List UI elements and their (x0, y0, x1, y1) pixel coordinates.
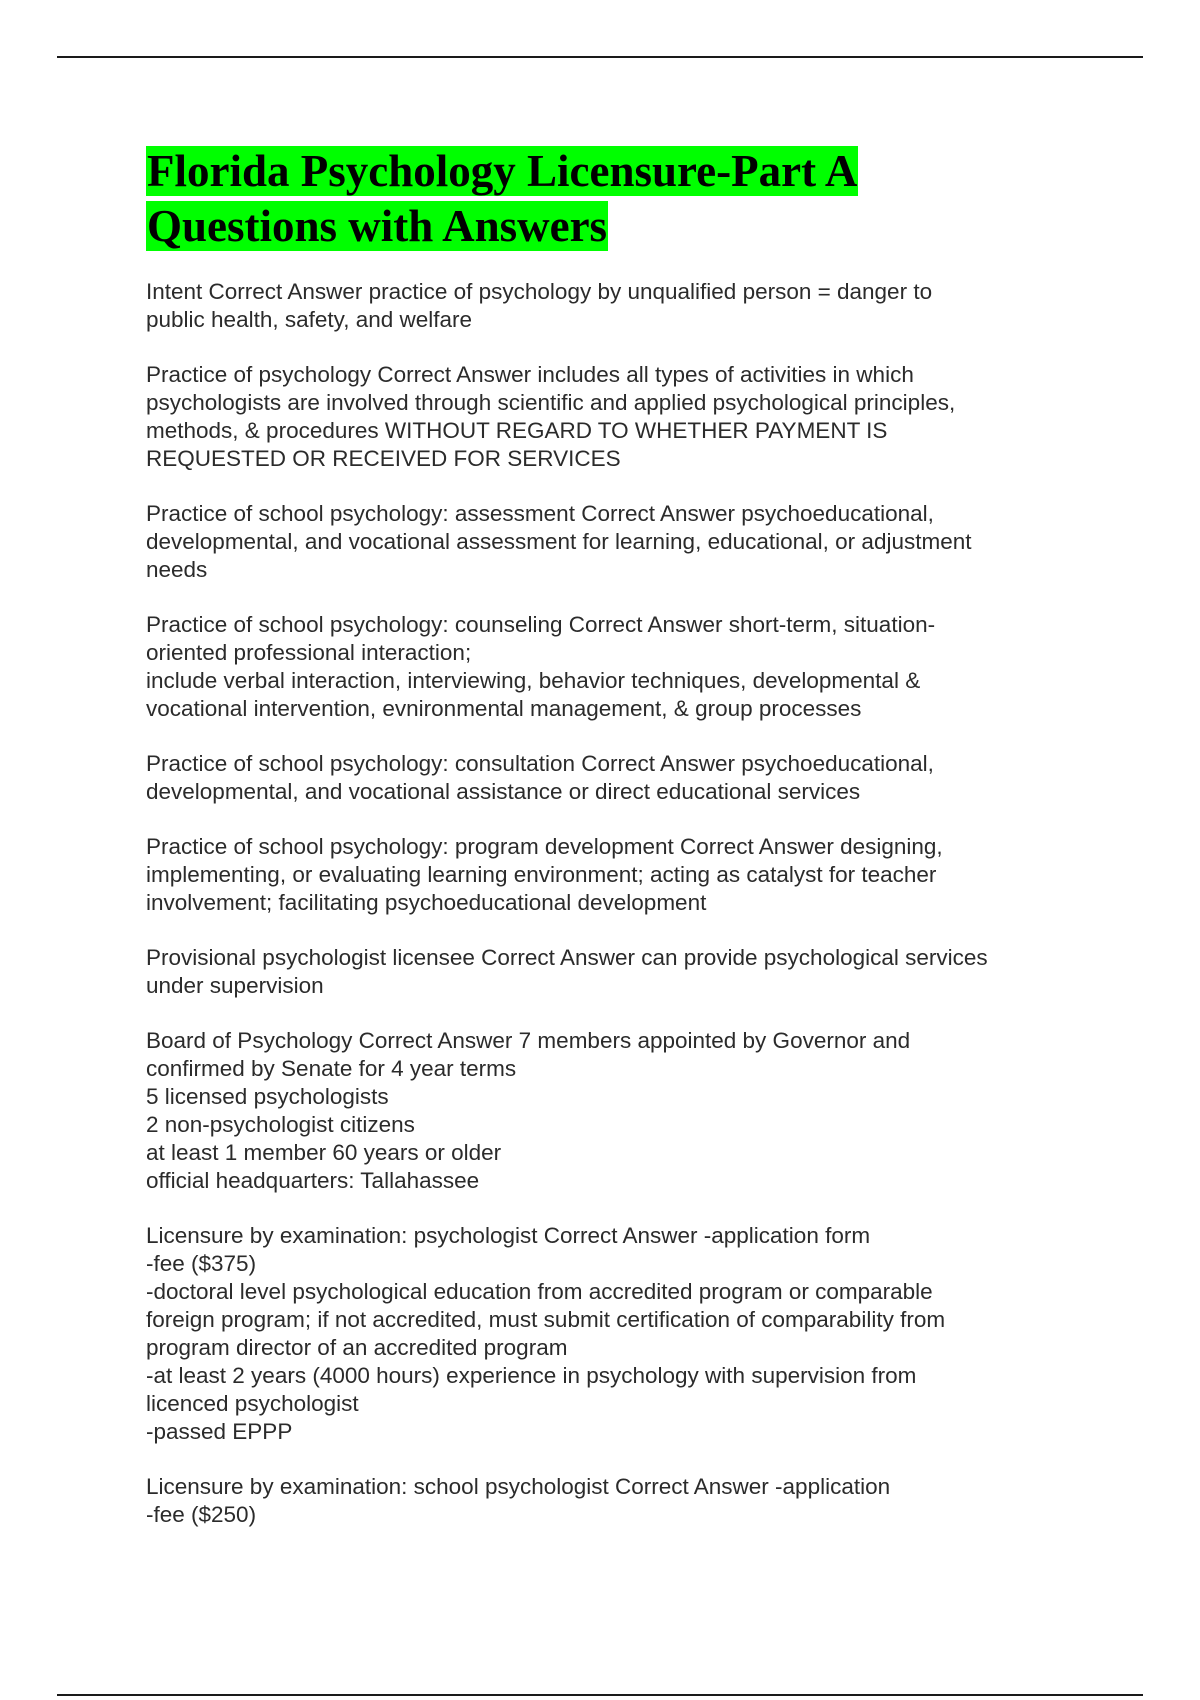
entry-line: include verbal interaction, interviewing, behavior techniques, developmental & (146, 668, 921, 693)
entry-line: Intent Correct Answer practice of psychology by unqualified person = danger to (146, 279, 933, 304)
entry-line: -fee ($250) (146, 1502, 257, 1527)
top-rule (57, 56, 1143, 58)
entry-line: Board of Psychology Correct Answer 7 members appointed by Governor and (146, 1028, 911, 1053)
entry-line: Licensure by examination: school psychologist Correct Answer -application (146, 1474, 891, 1499)
entry-line: 2 non-psychologist citizens (146, 1112, 415, 1137)
entry-line: public health, safety, and welfare (146, 307, 473, 332)
entry-line: foreign program; if not accredited, must submit certification of comparability from (146, 1307, 946, 1332)
entry-line: 5 licensed psychologists (146, 1084, 389, 1109)
qa-entries (146, 278, 1076, 1529)
entry-line: -doctoral level psychological education from accredited program or comparable (146, 1279, 933, 1304)
qa-entry (146, 944, 1076, 1000)
entry-line: REQUESTED OR RECEIVED FOR SERVICES (146, 446, 621, 471)
entry-line: Provisional psychologist licensee Correct Answer can provide psychological services (146, 945, 988, 970)
entry-line: under supervision (146, 973, 324, 998)
entry-line: -fee ($375) (146, 1251, 257, 1276)
qa-entry (146, 500, 1076, 584)
qa-entry (146, 278, 1076, 334)
entry-line: program director of an accredited program (146, 1335, 568, 1360)
entry-line: methods, & procedures WITHOUT REGARD TO WHETHER PAYMENT IS (146, 418, 888, 443)
qa-entry (146, 611, 1076, 723)
qa-entry (146, 750, 1076, 806)
entry-line: involvement; facilitating psychoeducational development (146, 890, 707, 915)
entry-line: oriented professional interaction; (146, 640, 472, 665)
entry-line: Licensure by examination: psychologist Correct Answer -application form (146, 1223, 871, 1248)
entry-line: -at least 2 years (4000 hours) experience in psychology with supervision from (146, 1363, 917, 1388)
document-title (146, 144, 1076, 254)
bottom-rule (57, 1694, 1143, 1696)
title-line: Questions with Answers (147, 201, 608, 251)
qa-entry (146, 361, 1076, 473)
entry-line: needs (146, 557, 208, 582)
entry-line: developmental, and vocational assistance or direct educational services (146, 779, 861, 804)
entry-line: Practice of school psychology: program development Correct Answer designing, (146, 834, 943, 859)
qa-entry (146, 1473, 1076, 1529)
entry-line: vocational intervention, evnironmental management, & group processes (146, 696, 862, 721)
entry-line: implementing, or evaluating learning environment; acting as catalyst for teacher (146, 862, 937, 887)
entry-line: Practice of school psychology: consultation Correct Answer psychoeducational, (146, 751, 934, 776)
entry-line: developmental, and vocational assessment for learning, educational, or adjustment (146, 529, 972, 554)
qa-entry (146, 1222, 1076, 1446)
entry-line: psychologists are involved through scientific and applied psychological principles, (146, 390, 956, 415)
entry-line: licenced psychologist (146, 1391, 359, 1416)
entry-line: at least 1 member 60 years or older (146, 1140, 502, 1165)
qa-entry (146, 833, 1076, 917)
entry-line: official headquarters: Tallahassee (146, 1168, 480, 1193)
document-body (146, 144, 1076, 1556)
entry-line: Practice of school psychology: counseling Correct Answer short-term, situation- (146, 612, 936, 637)
entry-line: -passed EPPP (146, 1419, 293, 1444)
entry-line: Practice of psychology Correct Answer includes all types of activities in which (146, 362, 914, 387)
entry-line: Practice of school psychology: assessment Correct Answer psychoeducational, (146, 501, 934, 526)
qa-entry (146, 1027, 1076, 1195)
entry-line: confirmed by Senate for 4 year terms (146, 1056, 517, 1081)
title-line: Florida Psychology Licensure-Part A (147, 146, 858, 196)
